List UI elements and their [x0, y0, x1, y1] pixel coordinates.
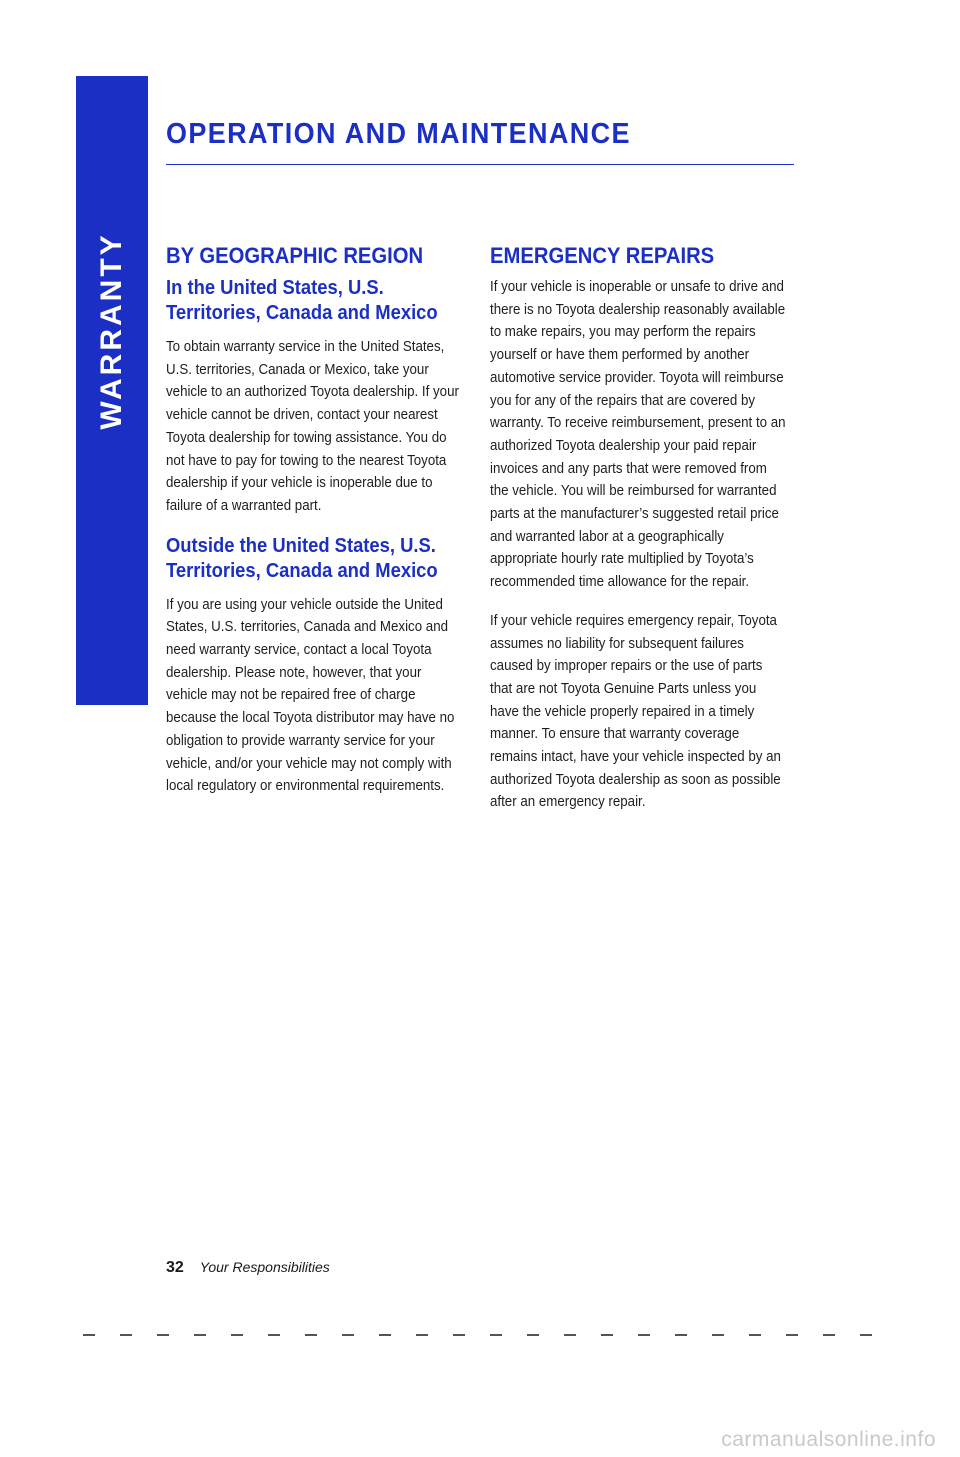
side-tab-label: WARRANTY: [95, 232, 128, 430]
us-territories-subheading: In the United States, U.S. Territories, Canada and Mexico: [166, 277, 438, 324]
emergency-repairs-heading: EMERGENCY REPAIRS: [490, 243, 715, 268]
dashed-cut-line: [83, 1334, 873, 1336]
page-footer: [166, 1259, 330, 1277]
side-tab: [76, 76, 148, 705]
us-territories-body: To obtain warranty service in the United States, U.S. territories, Canada or Mexico, take your vehicle to an authorized Toyota dealership. If your vehicle cannot be driven, contact your nearest Toyota dealership for towing assistance. You do not have to pay for towing to the nearest Toyota dealership if your vehicle is inoperable due to failure of a warranted part.: [166, 339, 459, 514]
right-column: [490, 242, 788, 830]
outside-us-subheading: Outside the United States, U.S. Territories, Canada and Mexico: [166, 534, 438, 582]
geographic-region-heading: BY GEOGRAPHIC REGION: [166, 243, 424, 268]
outside-us-body: If you are using your vehicle outside the United States, U.S. territories, Canada and Mexico and need warranty service, contact a local Toyota dealership. Please note, however, that your vehicle may not be repaired free of charge because the local Toyota distributor may have no obligation to provide warranty service for your vehicle, and/or your vehicle may not comply with local regulatory or environmental requirements.: [166, 596, 455, 795]
emergency-repairs-paragraph-1: If your vehicle is inoperable or unsafe to drive and there is no Toyota dealership reasonably available to make repairs, you may perform the repairs yourself or have them performed by another automotive service provider. Toyota will reimburse you for any of the repairs that are covered by warranty. To receive reimbursement, present to an authorized Toyota dealership your paid repair invoices and any parts that were removed from the vehicle. You will be reimbursed for warranted parts at the manufacturer’s suggested retail price and warranted labor at a geographically appropriate hourly rate multiplied by Toyota’s recommended time allowance for the repair.: [490, 279, 786, 591]
footer-section-label: Your Responsibilities: [199, 1259, 330, 1275]
watermark: carmanualsonline.info: [721, 1428, 936, 1451]
emergency-repairs-paragraph-2: If your vehicle requires emergency repair, Toyota assumes no liability for subsequent failures caused by improper repairs or the use of parts that are not Toyota Genuine Parts unless you have the vehicle properly repaired in a timely manner. To ensure that warranty coverage remains intact, have your vehicle inspected by an authorized Toyota dealership as soon as possible after an emergency repair.: [490, 612, 781, 811]
title-divider: [166, 164, 794, 165]
section-title: OPERATION AND MAINTENANCE: [166, 118, 631, 150]
left-column: [166, 242, 466, 814]
page-number: 32: [166, 1259, 184, 1276]
